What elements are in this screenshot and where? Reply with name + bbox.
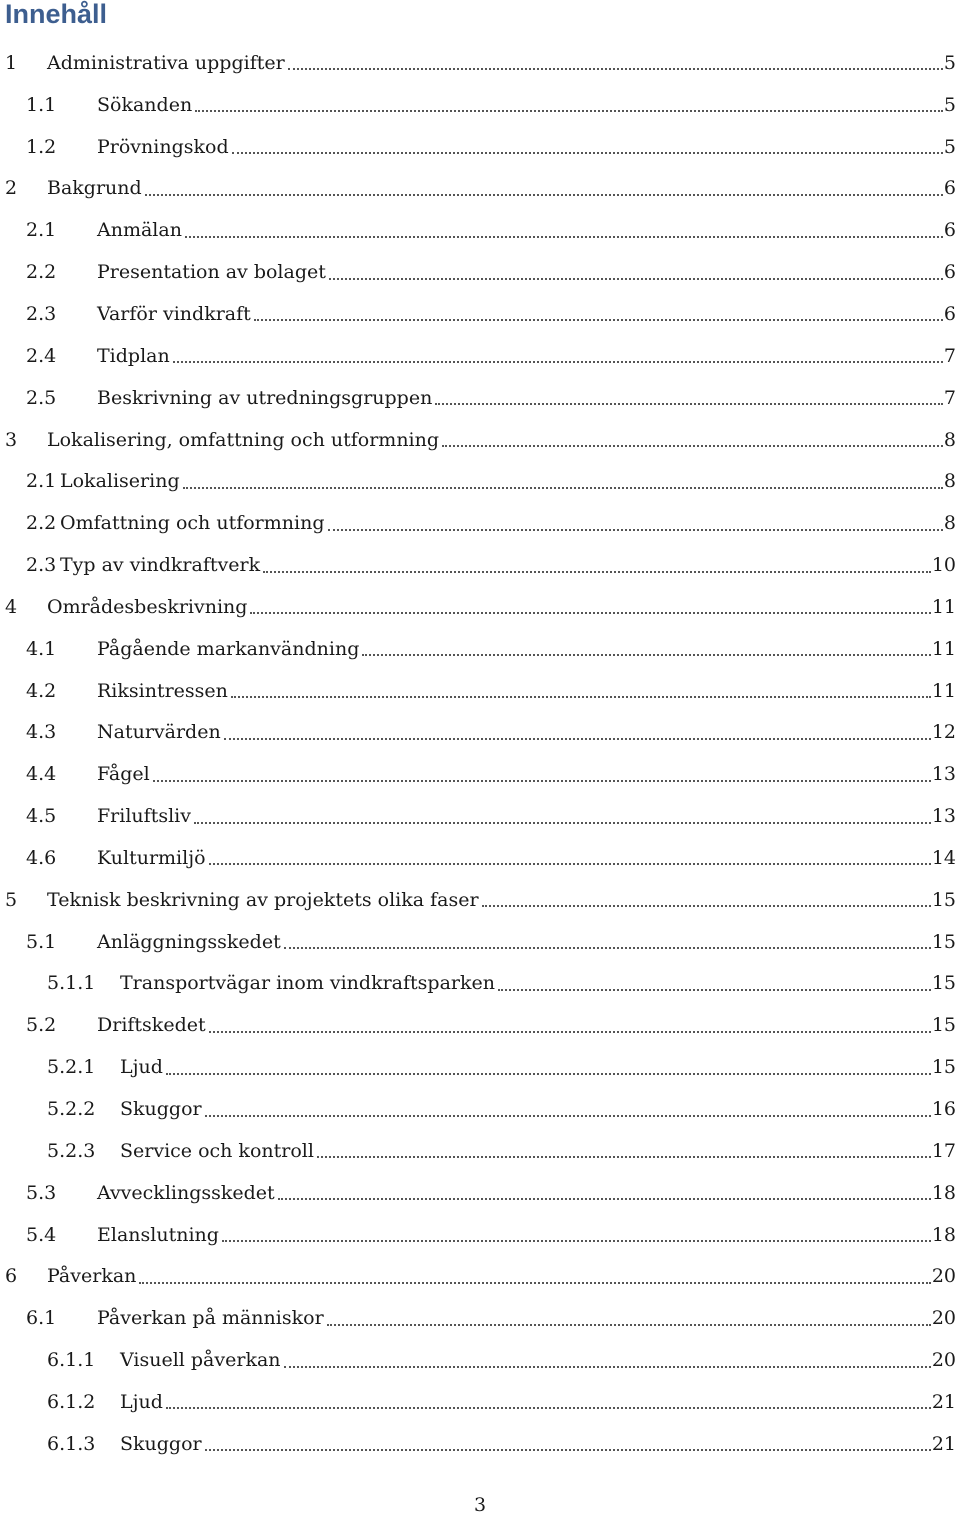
dot-leader bbox=[284, 946, 931, 949]
dot-leader bbox=[166, 1072, 931, 1075]
dot-leader bbox=[231, 695, 931, 698]
toc-entry-line bbox=[97, 126, 956, 168]
toc-entry-line bbox=[97, 1214, 956, 1256]
toc-entry-number: 6.1.2 bbox=[47, 1390, 96, 1413]
toc-entry-title[interactable]: Skuggor bbox=[120, 1098, 202, 1121]
toc-entry[interactable] bbox=[0, 586, 960, 628]
toc-entry-title[interactable]: Elanslutning bbox=[97, 1223, 219, 1246]
toc-entry-number: 5 bbox=[5, 888, 18, 911]
toc-entry[interactable] bbox=[0, 209, 960, 251]
toc-entry-page[interactable]: 12 bbox=[931, 721, 956, 744]
toc-entry-title[interactable]: Visuell påverkan bbox=[120, 1349, 281, 1372]
toc-entry-line bbox=[97, 251, 956, 293]
toc-entry-number: 6.1.1 bbox=[47, 1349, 96, 1372]
toc-entry-line bbox=[47, 1255, 956, 1297]
toc-entry-title[interactable]: Sökanden bbox=[97, 93, 193, 116]
toc-entry-page[interactable]: 16 bbox=[931, 1098, 956, 1121]
dot-leader bbox=[362, 653, 930, 656]
toc-entry-line bbox=[47, 42, 956, 84]
toc-entry-number: 6 bbox=[5, 1265, 18, 1288]
toc-entry-title[interactable]: Påverkan bbox=[47, 1265, 137, 1288]
toc-entry[interactable] bbox=[0, 335, 960, 377]
toc-entry-line bbox=[47, 586, 956, 628]
toc-entry-line bbox=[97, 209, 956, 251]
toc-entry-title[interactable]: Skuggor bbox=[120, 1432, 202, 1455]
dot-leader bbox=[328, 528, 943, 531]
toc-entry-page[interactable]: 15 bbox=[931, 888, 956, 911]
toc-entry-line bbox=[60, 544, 956, 586]
toc-entry[interactable] bbox=[0, 1214, 960, 1256]
toc-entry-title[interactable]: Administrativa uppgifter bbox=[47, 51, 285, 74]
toc-entry-title[interactable]: Anmälan bbox=[97, 219, 182, 242]
toc-entry-title[interactable]: Driftskedet bbox=[97, 1014, 206, 1037]
toc-entry-line bbox=[97, 335, 956, 377]
toc-entry-number: 2.5 bbox=[26, 386, 57, 409]
dot-leader bbox=[250, 611, 930, 614]
toc-entry[interactable] bbox=[0, 377, 960, 419]
toc-entry-line bbox=[120, 1381, 956, 1423]
toc-entry-line bbox=[97, 670, 956, 712]
toc-entry-line bbox=[120, 963, 956, 1005]
toc-entry-title[interactable]: Omfattning och utformning bbox=[60, 512, 325, 535]
toc-entry-title[interactable]: Prövningskod bbox=[97, 135, 229, 158]
toc-entry-title[interactable]: Naturvärden bbox=[97, 721, 221, 744]
dot-leader bbox=[209, 862, 931, 865]
toc-entry-number: 5.3 bbox=[26, 1181, 57, 1204]
toc-entry-page[interactable]: 8 bbox=[943, 470, 956, 493]
toc-entry-line bbox=[97, 1172, 956, 1214]
dot-leader bbox=[205, 1114, 931, 1117]
toc-entry-number: 5.2.1 bbox=[47, 1056, 96, 1079]
toc-entry-title[interactable]: Riksintressen bbox=[97, 679, 228, 702]
toc-entry-title[interactable]: Tidplan bbox=[97, 344, 170, 367]
toc-entry[interactable] bbox=[0, 628, 960, 670]
toc-entry[interactable] bbox=[0, 84, 960, 126]
dot-leader bbox=[435, 402, 943, 405]
toc-entry[interactable] bbox=[0, 795, 960, 837]
toc-entry-number: 5.2 bbox=[26, 1014, 57, 1037]
toc-entry[interactable] bbox=[0, 753, 960, 795]
dot-leader bbox=[327, 1323, 931, 1326]
toc-entry[interactable] bbox=[0, 544, 960, 586]
toc-entry-title[interactable]: Lokalisering bbox=[60, 470, 180, 493]
toc-entry-title[interactable]: Påverkan på människor bbox=[97, 1307, 324, 1330]
toc-entry-line bbox=[60, 460, 956, 502]
dot-leader bbox=[209, 1030, 931, 1033]
dot-leader bbox=[145, 193, 943, 196]
toc-entry-number: 4.4 bbox=[26, 763, 57, 786]
toc-entry[interactable] bbox=[0, 251, 960, 293]
toc-entry-line bbox=[47, 879, 956, 921]
dot-leader bbox=[482, 904, 931, 907]
toc-entry-page[interactable]: 20 bbox=[931, 1307, 956, 1330]
dot-leader bbox=[166, 1406, 931, 1409]
toc-entry-page[interactable]: 11 bbox=[931, 637, 956, 660]
toc-entry[interactable] bbox=[0, 670, 960, 712]
toc-entry-number: 2.2 bbox=[26, 512, 57, 535]
toc-entry-line bbox=[97, 377, 956, 419]
toc-entry-line bbox=[97, 795, 956, 837]
toc-entry-title[interactable]: Typ av vindkraftverk bbox=[60, 554, 261, 577]
toc-entry[interactable] bbox=[0, 1381, 960, 1423]
toc-entry-page[interactable]: 18 bbox=[931, 1181, 956, 1204]
dot-leader bbox=[278, 1197, 931, 1200]
toc-entry-number: 2.1 bbox=[26, 219, 57, 242]
toc-entry[interactable] bbox=[0, 42, 960, 84]
toc-entry-title[interactable]: Beskrivning av utredningsgruppen bbox=[97, 386, 433, 409]
toc-entry-line bbox=[97, 628, 956, 670]
toc-entry-line bbox=[97, 712, 956, 754]
toc-entry-number: 5.4 bbox=[26, 1223, 57, 1246]
toc-entry-title[interactable]: Service och kontroll bbox=[120, 1139, 314, 1162]
toc-entry-number: 6.1 bbox=[26, 1307, 57, 1330]
toc-entry-page[interactable]: 15 bbox=[931, 1014, 956, 1037]
toc-entry-number: 2.3 bbox=[26, 302, 57, 325]
toc-entry-page[interactable]: 8 bbox=[943, 428, 956, 451]
toc-entry-page[interactable]: 15 bbox=[931, 972, 956, 995]
dot-leader bbox=[317, 1155, 931, 1158]
toc-entry[interactable] bbox=[0, 712, 960, 754]
dot-leader bbox=[222, 1239, 931, 1242]
toc-entry-number: 5.1.1 bbox=[47, 972, 96, 995]
toc-entry[interactable] bbox=[0, 1088, 960, 1130]
toc-entry[interactable] bbox=[0, 1339, 960, 1381]
toc-entry-page[interactable]: 10 bbox=[931, 554, 956, 577]
toc-entry-line bbox=[60, 502, 956, 544]
dot-leader bbox=[185, 235, 943, 238]
toc-entry-number: 1.1 bbox=[26, 93, 57, 116]
toc-entry-line bbox=[120, 1088, 956, 1130]
toc-entry-page[interactable]: 7 bbox=[943, 344, 956, 367]
toc-entry[interactable] bbox=[0, 168, 960, 210]
dot-leader bbox=[224, 737, 931, 740]
toc-entry-page[interactable]: 20 bbox=[931, 1265, 956, 1288]
toc-entry-number: 3 bbox=[5, 428, 18, 451]
toc-entry[interactable] bbox=[0, 837, 960, 879]
toc-entry-page[interactable]: 18 bbox=[931, 1223, 956, 1246]
toc-entry-title[interactable]: Fågel bbox=[97, 763, 150, 786]
dot-leader bbox=[153, 779, 931, 782]
toc-entry-title[interactable]: Pågående markanvändning bbox=[97, 637, 360, 660]
toc-entry-page[interactable]: 13 bbox=[931, 763, 956, 786]
toc-entry-page[interactable]: 21 bbox=[931, 1432, 956, 1455]
toc-entry-number: 4 bbox=[5, 595, 18, 618]
toc-entry[interactable] bbox=[0, 921, 960, 963]
toc-entry-page[interactable]: 15 bbox=[931, 930, 956, 953]
toc-entry-number: 6.1.3 bbox=[47, 1432, 96, 1455]
toc-entry-title[interactable]: Friluftsliv bbox=[97, 805, 191, 828]
toc-entry-page[interactable]: 14 bbox=[931, 846, 956, 869]
toc-entry-title[interactable]: Ljud bbox=[120, 1056, 163, 1079]
toc-entry-number: 5.1 bbox=[26, 930, 57, 953]
toc-entry-title[interactable]: Kulturmiljö bbox=[97, 846, 206, 869]
toc-entry[interactable] bbox=[0, 502, 960, 544]
dot-leader bbox=[195, 109, 943, 112]
toc-entry-line bbox=[120, 1423, 956, 1465]
toc-entry[interactable] bbox=[0, 1130, 960, 1172]
toc-entry-line bbox=[97, 1297, 956, 1339]
toc-entry-title[interactable]: Presentation av bolaget bbox=[97, 261, 326, 284]
toc-entry-line bbox=[47, 168, 956, 210]
toc-entry-line bbox=[97, 1004, 956, 1046]
table-of-contents bbox=[0, 42, 960, 1465]
toc-entry-page[interactable]: 13 bbox=[931, 805, 956, 828]
toc-entry-line bbox=[120, 1130, 956, 1172]
toc-entry[interactable] bbox=[0, 1423, 960, 1465]
toc-entry-title[interactable]: Lokalisering, omfattning och utformning bbox=[47, 428, 440, 451]
toc-entry-line bbox=[120, 1046, 956, 1088]
toc-entry[interactable] bbox=[0, 1004, 960, 1046]
dot-leader bbox=[194, 821, 931, 824]
toc-entry-title[interactable]: Bakgrund bbox=[47, 177, 142, 200]
toc-entry-number: 1 bbox=[5, 51, 18, 74]
toc-entry-page[interactable]: 5 bbox=[943, 135, 956, 158]
dot-leader bbox=[254, 318, 943, 321]
dot-leader bbox=[284, 1365, 931, 1368]
dot-leader bbox=[442, 444, 943, 447]
toc-entry[interactable] bbox=[0, 1172, 960, 1214]
dot-leader bbox=[288, 67, 943, 70]
toc-entry[interactable] bbox=[0, 293, 960, 335]
toc-entry[interactable] bbox=[0, 126, 960, 168]
toc-entry-page[interactable]: 21 bbox=[931, 1390, 956, 1413]
toc-entry[interactable] bbox=[0, 1297, 960, 1339]
toc-entry-number: 4.5 bbox=[26, 805, 57, 828]
toc-entry-title[interactable]: Anläggningsskedet bbox=[97, 930, 281, 953]
toc-entry-page[interactable]: 17 bbox=[931, 1139, 956, 1162]
toc-entry-page[interactable]: 6 bbox=[943, 219, 956, 242]
toc-entry-title[interactable]: Områdesbeskrivning bbox=[47, 595, 248, 618]
toc-entry-page[interactable]: 11 bbox=[931, 595, 956, 618]
toc-entry[interactable] bbox=[0, 1255, 960, 1297]
dot-leader bbox=[205, 1448, 931, 1451]
dot-leader bbox=[498, 988, 931, 991]
toc-entry-line bbox=[120, 1339, 956, 1381]
toc-entry-number: 2.4 bbox=[26, 344, 57, 367]
toc-entry-number: 1.2 bbox=[26, 135, 57, 158]
toc-entry-number: 4.3 bbox=[26, 721, 57, 744]
toc-entry-number: 2 bbox=[5, 177, 18, 200]
toc-entry-line bbox=[47, 419, 956, 461]
toc-entry-line bbox=[97, 921, 956, 963]
toc-entry-number: 2.1 bbox=[26, 470, 57, 493]
toc-entry-title[interactable]: Teknisk beskrivning av projektets olika faser bbox=[47, 888, 479, 911]
toc-heading: Innehåll bbox=[5, 0, 108, 29]
toc-entry-number: 4.6 bbox=[26, 846, 57, 869]
dot-leader bbox=[263, 570, 931, 573]
toc-entry-title[interactable]: Avvecklingsskedet bbox=[97, 1181, 275, 1204]
toc-entry-line bbox=[97, 84, 956, 126]
page-number: 3 bbox=[473, 1494, 487, 1516]
toc-entry-number: 4.1 bbox=[26, 637, 57, 660]
toc-entry-line bbox=[97, 753, 956, 795]
dot-leader bbox=[329, 277, 943, 280]
toc-entry-page[interactable]: 7 bbox=[943, 386, 956, 409]
toc-entry-page[interactable]: 5 bbox=[943, 51, 956, 74]
toc-entry-number: 5.2.3 bbox=[47, 1139, 96, 1162]
toc-entry-title[interactable]: Transportvägar inom vindkraftsparken bbox=[120, 972, 495, 995]
toc-entry-number: 2.3 bbox=[26, 554, 57, 577]
toc-entry[interactable] bbox=[0, 1046, 960, 1088]
toc-entry-number: 4.2 bbox=[26, 679, 57, 702]
toc-entry-page[interactable]: 15 bbox=[931, 1056, 956, 1079]
toc-entry-line bbox=[97, 837, 956, 879]
toc-entry-page[interactable]: 11 bbox=[931, 679, 956, 702]
toc-entry-page[interactable]: 8 bbox=[943, 512, 956, 535]
toc-entry-title[interactable]: Ljud bbox=[120, 1390, 163, 1413]
toc-entry-page[interactable]: 20 bbox=[931, 1349, 956, 1372]
dot-leader bbox=[183, 486, 943, 489]
toc-entry-title[interactable]: Varför vindkraft bbox=[97, 302, 251, 325]
toc-entry-number: 5.2.2 bbox=[47, 1098, 96, 1121]
toc-entry-page[interactable]: 6 bbox=[943, 302, 956, 325]
toc-entry[interactable] bbox=[0, 419, 960, 461]
toc-entry[interactable] bbox=[0, 460, 960, 502]
dot-leader bbox=[173, 360, 943, 363]
toc-entry-page[interactable]: 6 bbox=[943, 261, 956, 284]
toc-entry-page[interactable]: 6 bbox=[943, 177, 956, 200]
toc-entry[interactable] bbox=[0, 879, 960, 921]
toc-entry-page[interactable]: 5 bbox=[943, 93, 956, 116]
toc-entry-number: 2.2 bbox=[26, 261, 57, 284]
dot-leader bbox=[232, 151, 943, 154]
toc-entry[interactable] bbox=[0, 963, 960, 1005]
dot-leader bbox=[139, 1281, 930, 1284]
toc-entry-line bbox=[97, 293, 956, 335]
